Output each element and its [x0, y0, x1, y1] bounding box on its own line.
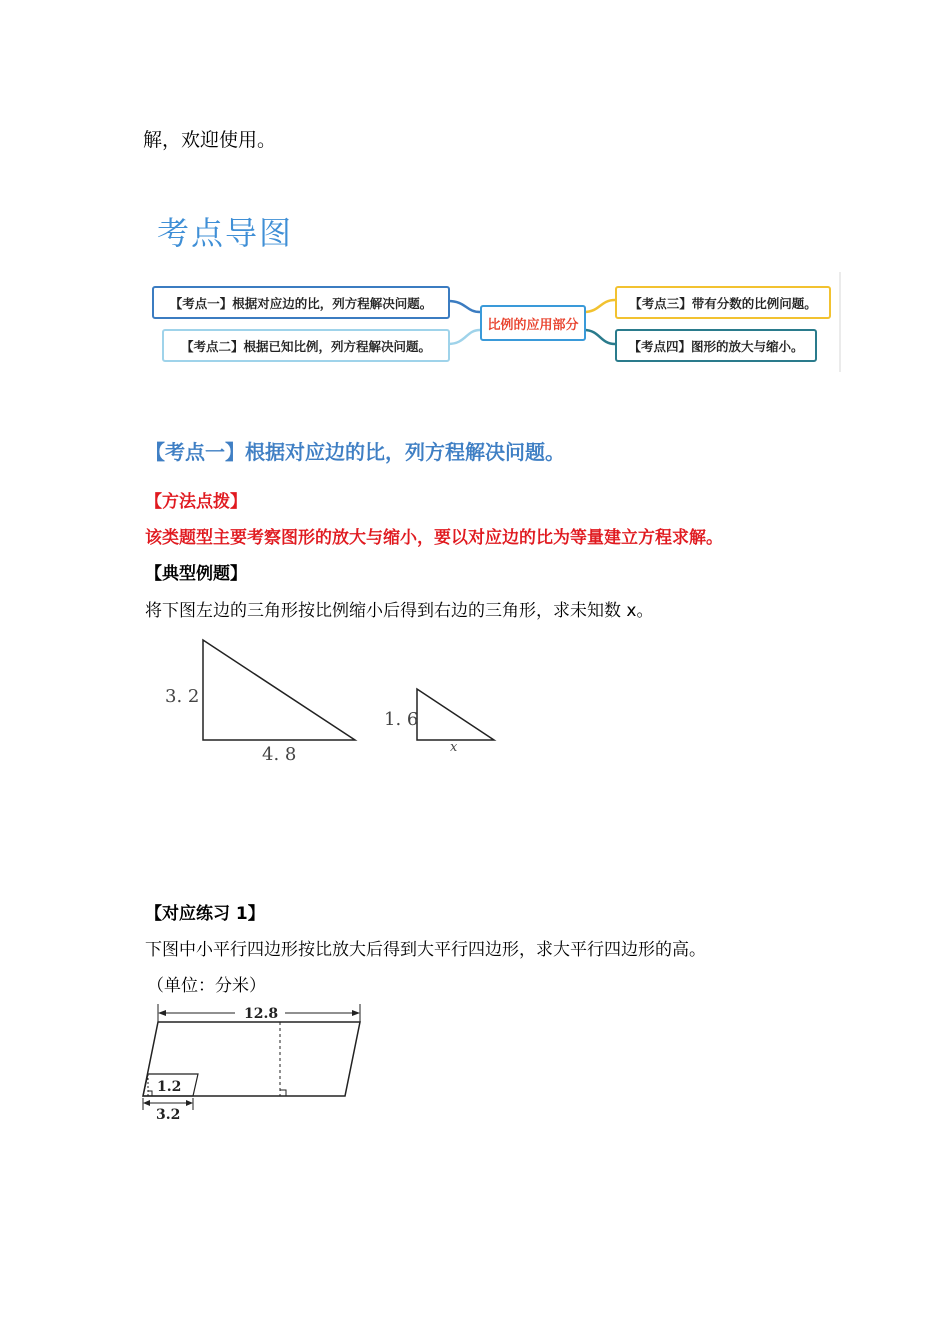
mindmap-node-1: 【考点一】根据对应边的比，列方程解决问题。 — [152, 286, 450, 319]
mindmap-node-3: 【考点三】带有分数的比例问题。 — [615, 286, 831, 319]
practice-label: 【对应练习 1】 — [145, 904, 265, 924]
large-height-label: 3. 2 — [165, 686, 200, 707]
small-triangle — [417, 689, 494, 740]
method-label: 【方法点拨】 — [145, 492, 247, 512]
section-title: 【考点一】根据对应边的比，列方程解决问题。 — [145, 440, 565, 464]
big-base-label: 12.8 — [244, 1006, 279, 1022]
large-base-label: 4. 8 — [262, 744, 297, 765]
parallelograms-figure — [140, 998, 370, 1128]
mind-map — [148, 272, 842, 372]
method-text: 该类题型主要考察图形的放大与缩小，要以对应边的比为等量建立方程求解。 — [145, 528, 723, 548]
mindmap-node-4: 【考点四】图形的放大与缩小。 — [615, 329, 817, 362]
small-height-label: 1.2 — [157, 1079, 182, 1095]
small-base-label: 3.2 — [156, 1107, 181, 1123]
example-text: 将下图左边的三角形按比例缩小后得到右边的三角形，求未知数 x。 — [145, 601, 654, 621]
small-height-label: 1. 6 — [384, 709, 419, 730]
small-base-label: x — [450, 740, 458, 755]
practice-text: 下图中小平行四边形按比放大后得到大平行四边形，求大平行四边形的高。 — [145, 940, 706, 960]
mindmap-node-2: 【考点二】根据已知比例，列方程解决问题。 — [162, 329, 450, 362]
large-triangle — [203, 640, 355, 740]
triangles-figure — [155, 630, 515, 770]
unit-text: （单位：分米） — [147, 976, 266, 996]
example-label: 【典型例题】 — [145, 564, 247, 584]
intro-text: 解，欢迎使用。 — [143, 129, 277, 151]
mindmap-center: 比例的应用部分 — [480, 305, 586, 341]
map-title: 考点导图 — [157, 214, 294, 252]
